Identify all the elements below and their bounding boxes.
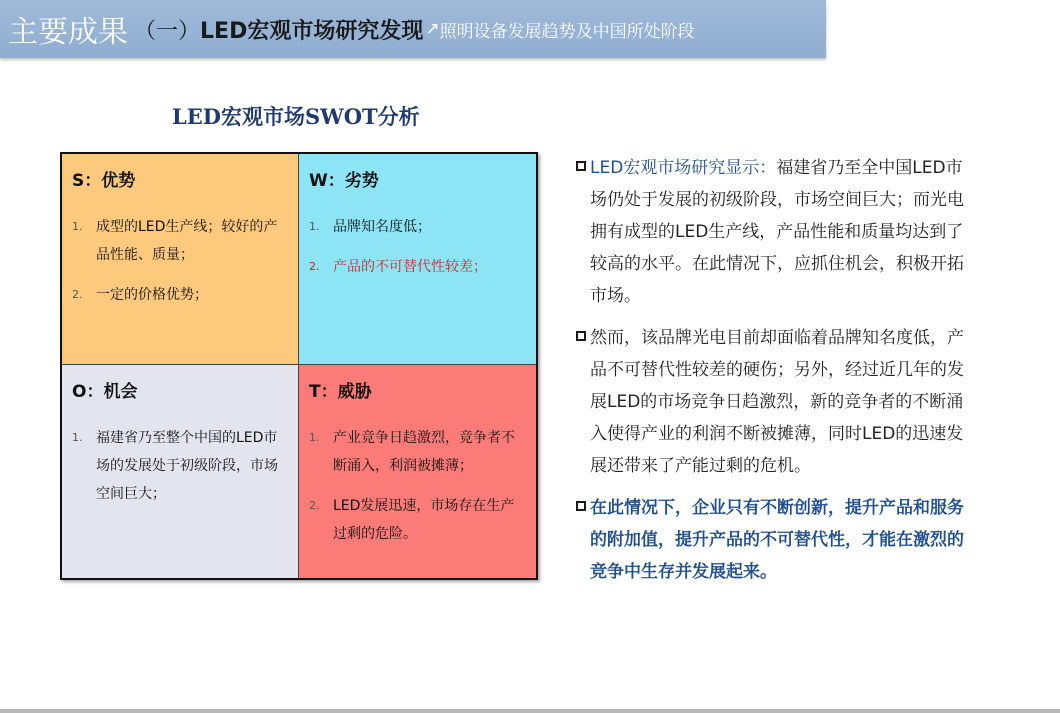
- list-number: 1.: [309, 431, 320, 444]
- list-text: LED发展迅速，市场存在生产过剩的危险。: [333, 498, 515, 542]
- bottom-divider: [0, 709, 1060, 713]
- finding-conclusion: [576, 492, 976, 588]
- weaknesses-heading: W：劣势: [309, 171, 379, 191]
- list-item: [309, 492, 526, 548]
- list-number: 2.: [309, 499, 320, 512]
- list-item-highlighted: [309, 253, 526, 281]
- list-item: [309, 424, 526, 480]
- swot-title: LED宏观市场SWOT分析: [172, 104, 420, 129]
- list-text: 一定的价格优势；: [96, 287, 208, 303]
- square-bullet-icon: [576, 331, 586, 341]
- swot-threats: [299, 365, 536, 578]
- list-number: 1.: [309, 220, 320, 233]
- swot-opportunities: [62, 365, 299, 578]
- title-paren: （一）: [134, 18, 201, 44]
- swot-strengths: [62, 154, 299, 365]
- square-bullet-icon: [576, 501, 586, 511]
- list-item: [72, 281, 288, 309]
- finding-body: 福建省乃至全中国LED市场仍处于发展的初级阶段，市场空间巨大；而光电拥有成型的LED生产线，产品性能和质量均达到了较高的水平。在此情况下，应抓住机会，积极开拓市场。: [590, 158, 964, 306]
- findings-panel: [576, 152, 976, 598]
- opportunities-heading: O：机会: [72, 382, 138, 402]
- finding-paragraph: [576, 322, 976, 482]
- swot-matrix: [60, 152, 538, 580]
- list-number: 2.: [309, 260, 320, 273]
- finding-text: 在此情况下，企业只有不断创新，提升产品和服务的附加值，提升产品的不可替代性，才能在激烈的竞争中生存并发展起来。: [590, 498, 964, 582]
- threats-heading: T：威胁: [309, 382, 372, 402]
- list-text: 成型的LED生产线；较好的产品性能、质量；: [96, 219, 278, 263]
- list-item: [72, 424, 288, 508]
- swot-weaknesses: [299, 154, 536, 365]
- list-number: 1.: [72, 220, 83, 233]
- title-subtitle: 照明设备发展趋势及中国所处阶段: [439, 21, 695, 42]
- title-bold: LED宏观市场研究发现: [200, 18, 424, 44]
- list-text: 福建省乃至整个中国的LED市场的发展处于初级阶段，市场空间巨大；: [96, 430, 278, 502]
- title-main: 主要成果: [8, 15, 128, 50]
- finding-paragraph: [576, 152, 976, 312]
- finding-text: [590, 152, 976, 312]
- list-text: 产业竞争日趋激烈，竞争者不断涌入，利润被摊薄；: [333, 430, 515, 474]
- list-number: 1.: [72, 431, 83, 444]
- list-item: [72, 213, 288, 269]
- arrow-icon: ↗: [425, 19, 440, 39]
- finding-lead: LED宏观市场研究显示：: [590, 158, 777, 178]
- title-bar: [0, 0, 826, 58]
- square-bullet-icon: [576, 161, 586, 171]
- list-text: 产品的不可替代性较差；: [333, 259, 487, 275]
- list-number: 2.: [72, 288, 83, 301]
- list-item: [309, 213, 526, 241]
- finding-text: 然而，该品牌光电目前却面临着品牌知名度低，产品不可替代性较差的硬伤；另外，经过近几年的发展LED的市场竞争日趋激烈，新的竞争者的不断涌入使得产业的利润不断被摊薄，同时LED的迅速发展还带来了产能过剩的危机。: [590, 328, 964, 476]
- list-text: 品牌知名度低；: [333, 219, 431, 235]
- strengths-heading: S：优势: [72, 171, 136, 191]
